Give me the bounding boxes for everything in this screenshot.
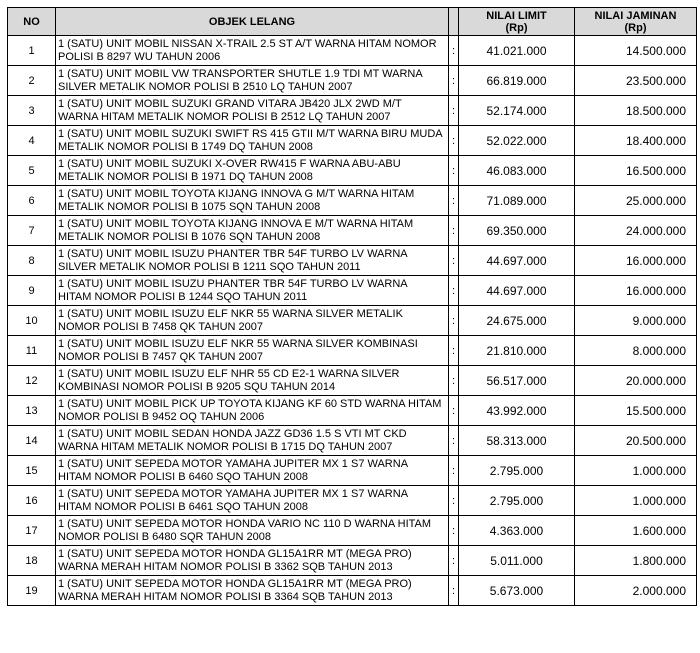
- row-object-line1: 1 (SATU) UNIT SEPEDA MOTOR HONDA GL15A1RR MT (MEGA PRO): [58, 577, 412, 590]
- row-number: 8: [8, 246, 56, 276]
- row-object-line1: 1 (SATU) UNIT SEPEDA MOTOR HONDA GL15A1RR MT (MEGA PRO): [58, 547, 412, 560]
- row-jaminan: 1.000.000: [575, 486, 697, 516]
- row-object-line1: 1 (SATU) UNIT MOBIL TOYOTA KIJANG INNOVA E M/T WARNA HITAM: [58, 217, 414, 230]
- auction-table: [7, 7, 697, 606]
- row-number: 6: [8, 186, 56, 216]
- row-object-line2: HITAM NOMOR POLISI B 6460 SQO TAHUN 2008: [58, 470, 309, 483]
- row-object-line1: 1 (SATU) UNIT MOBIL SUZUKI X-OVER RW415 F WARNA ABU-ABU: [58, 157, 401, 170]
- table-row: [8, 456, 697, 486]
- row-object: [56, 366, 449, 396]
- row-jaminan: 9.000.000: [575, 306, 697, 336]
- row-object-line1: 1 (SATU) UNIT SEPEDA MOTOR HONDA VARIO NC 110 D WARNA HITAM: [58, 517, 432, 530]
- table-header: [8, 8, 697, 36]
- row-limit: 58.313.000: [459, 426, 575, 456]
- row-object-line1: 1 (SATU) UNIT SEPEDA MOTOR YAMAHA JUPITER MX 1 S7 WARNA: [58, 457, 409, 470]
- row-limit: 21.810.000: [459, 336, 575, 366]
- header-limit-label: NILAI LIMIT: [486, 9, 547, 22]
- row-object: [56, 456, 449, 486]
- row-separator: :: [449, 486, 459, 516]
- row-object-line1: 1 (SATU) UNIT MOBIL VW TRANSPORTER SHUTLE 1.9 TDI MT WARNA: [58, 67, 423, 80]
- row-separator: :: [449, 546, 459, 576]
- row-separator: :: [449, 336, 459, 366]
- row-object-line1: 1 (SATU) UNIT MOBIL ISUZU PHANTER TBR 54F TURBO LV WARNA: [58, 247, 408, 260]
- row-jaminan: 20.500.000: [575, 426, 697, 456]
- row-object: [56, 396, 449, 426]
- table-row: [8, 36, 697, 66]
- row-jaminan: 24.000.000: [575, 216, 697, 246]
- row-separator: :: [449, 306, 459, 336]
- row-jaminan: 23.500.000: [575, 66, 697, 96]
- row-object: [56, 186, 449, 216]
- row-object-line2: WARNA MERAH HITAM NOMOR POLISI B 3364 SQB TAHUN 2013: [58, 590, 393, 603]
- row-limit: 4.363.000: [459, 516, 575, 546]
- table-row: [8, 396, 697, 426]
- row-jaminan: 25.000.000: [575, 186, 697, 216]
- row-object: [56, 516, 449, 546]
- row-limit: 66.819.000: [459, 66, 575, 96]
- row-number: 16: [8, 486, 56, 516]
- table-row: [8, 516, 697, 546]
- row-object: [56, 306, 449, 336]
- row-jaminan: 1.600.000: [575, 516, 697, 546]
- table-row: [8, 576, 697, 606]
- row-limit: 41.021.000: [459, 36, 575, 66]
- row-limit: 44.697.000: [459, 246, 575, 276]
- table-row: [8, 126, 697, 156]
- row-number: 9: [8, 276, 56, 306]
- row-object: [56, 246, 449, 276]
- row-separator: :: [449, 216, 459, 246]
- row-separator: :: [449, 576, 459, 606]
- row-object-line2: METALIK NOMOR POLISI B 1971 DQ TAHUN 2008: [58, 170, 313, 183]
- row-number: 14: [8, 426, 56, 456]
- table-row: [8, 306, 697, 336]
- row-object-line2: SILVER METALIK NOMOR POLISI B 2510 LQ TAHUN 2007: [58, 80, 353, 93]
- row-object-line2: POLISI B 8297 WU TAHUN 2006: [58, 50, 221, 63]
- row-number: 2: [8, 66, 56, 96]
- header-limit: [459, 8, 575, 36]
- row-limit: 24.675.000: [459, 306, 575, 336]
- table-row: [8, 216, 697, 246]
- row-separator: :: [449, 66, 459, 96]
- row-separator: :: [449, 186, 459, 216]
- row-number: 4: [8, 126, 56, 156]
- row-jaminan: 20.000.000: [575, 366, 697, 396]
- table-row: [8, 246, 697, 276]
- row-jaminan: 1.800.000: [575, 546, 697, 576]
- row-object: [56, 276, 449, 306]
- row-object-line2: KOMBINASI NOMOR POLISI B 9205 SQU TAHUN 2014: [58, 380, 336, 393]
- row-jaminan: 18.500.000: [575, 96, 697, 126]
- row-separator: :: [449, 156, 459, 186]
- row-object: [56, 66, 449, 96]
- row-number: 5: [8, 156, 56, 186]
- row-object-line2: NOMOR POLISI B 7458 QK TAHUN 2007: [58, 320, 264, 333]
- row-number: 3: [8, 96, 56, 126]
- header-row: [8, 8, 697, 36]
- row-object-line2: HITAM NOMOR POLISI B 6461 SQO TAHUN 2008: [58, 500, 309, 513]
- row-number: 10: [8, 306, 56, 336]
- row-separator: :: [449, 426, 459, 456]
- row-number: 11: [8, 336, 56, 366]
- header-no: NO: [8, 8, 56, 36]
- row-number: 17: [8, 516, 56, 546]
- row-object-line1: 1 (SATU) UNIT MOBIL PICK UP TOYOTA KIJANG KF 60 STD WARNA HITAM: [58, 397, 442, 410]
- row-jaminan: 16.000.000: [575, 276, 697, 306]
- row-object: [56, 216, 449, 246]
- row-object-line1: 1 (SATU) UNIT MOBIL ISUZU PHANTER TBR 54F TURBO LV WARNA: [58, 277, 408, 290]
- row-limit: 5.011.000: [459, 546, 575, 576]
- table-row: [8, 366, 697, 396]
- row-jaminan: 18.400.000: [575, 126, 697, 156]
- row-limit: 43.992.000: [459, 396, 575, 426]
- row-separator: :: [449, 126, 459, 156]
- row-object-line2: METALIK NOMOR POLISI B 1075 SQN TAHUN 2008: [58, 200, 321, 213]
- row-jaminan: 16.500.000: [575, 156, 697, 186]
- table-row: [8, 486, 697, 516]
- row-limit: 46.083.000: [459, 156, 575, 186]
- row-object-line2: NOMOR POLISI B 9452 OQ TAHUN 2006: [58, 410, 265, 423]
- row-object-line1: 1 (SATU) UNIT MOBIL TOYOTA KIJANG INNOVA G M/T WARNA HITAM: [58, 187, 415, 200]
- row-object-line2: SILVER METALIK NOMOR POLISI B 1211 SQO TAHUN 2011: [58, 260, 361, 273]
- row-object-line1: 1 (SATU) UNIT MOBIL ISUZU ELF NKR 55 WARNA SILVER METALIK: [58, 307, 403, 320]
- row-limit: 52.022.000: [459, 126, 575, 156]
- row-object-line2: WARNA HITAM METALIK NOMOR POLISI B 2512 LQ TAHUN 2007: [58, 110, 391, 123]
- row-separator: :: [449, 516, 459, 546]
- row-separator: :: [449, 396, 459, 426]
- row-jaminan: 8.000.000: [575, 336, 697, 366]
- row-object-line2: HITAM NOMOR POLISI B 1244 SQO TAHUN 2011: [58, 290, 308, 303]
- row-jaminan: 1.000.000: [575, 456, 697, 486]
- row-limit: 5.673.000: [459, 576, 575, 606]
- row-separator: :: [449, 366, 459, 396]
- row-jaminan: 16.000.000: [575, 246, 697, 276]
- row-object-line1: 1 (SATU) UNIT MOBIL ISUZU ELF NHR 55 CD E2-1 WARNA SILVER: [58, 367, 400, 380]
- row-object-line1: 1 (SATU) UNIT MOBIL SEDAN HONDA JAZZ GD36 1.5 S VTI MT CKD: [58, 427, 407, 440]
- row-jaminan: 15.500.000: [575, 396, 697, 426]
- table-row: [8, 186, 697, 216]
- table-row: [8, 336, 697, 366]
- row-separator: :: [449, 36, 459, 66]
- row-jaminan: 2.000.000: [575, 576, 697, 606]
- row-object: [56, 576, 449, 606]
- row-number: 13: [8, 396, 56, 426]
- row-object: [56, 546, 449, 576]
- header-objek: OBJEK LELANG: [56, 8, 449, 36]
- row-object-line2: WARNA MERAH HITAM NOMOR POLISI B 3362 SQB TAHUN 2013: [58, 560, 393, 573]
- row-object: [56, 126, 449, 156]
- table-row: [8, 426, 697, 456]
- row-object-line1: 1 (SATU) UNIT SEPEDA MOTOR YAMAHA JUPITER MX 1 S7 WARNA: [58, 487, 409, 500]
- header-jaminan-unit: (Rp): [624, 21, 647, 34]
- header-spacer: [449, 8, 459, 36]
- row-object: [56, 336, 449, 366]
- row-object-line2: NOMOR POLISI B 7457 QK TAHUN 2007: [58, 350, 264, 363]
- row-number: 19: [8, 576, 56, 606]
- row-limit: 69.350.000: [459, 216, 575, 246]
- row-object-line1: 1 (SATU) UNIT MOBIL SUZUKI SWIFT RS 415 GTII M/T WARNA BIRU MUDA: [58, 127, 443, 140]
- row-separator: :: [449, 276, 459, 306]
- row-object-line2: NOMOR POLISI B 6480 SQR TAHUN 2008: [58, 530, 271, 543]
- table-row: [8, 96, 697, 126]
- header-jaminan-label: NILAI JAMINAN: [594, 9, 677, 22]
- table-row: [8, 276, 697, 306]
- row-number: 12: [8, 366, 56, 396]
- row-object-line1: 1 (SATU) UNIT MOBIL ISUZU ELF NKR 55 WARNA SILVER KOMBINASI: [58, 337, 418, 350]
- row-object: [56, 36, 449, 66]
- row-object: [56, 156, 449, 186]
- row-object: [56, 486, 449, 516]
- row-limit: 56.517.000: [459, 366, 575, 396]
- row-object-line1: 1 (SATU) UNIT MOBIL NISSAN X-TRAIL 2.5 ST A/T WARNA HITAM NOMOR: [58, 37, 437, 50]
- table-row: [8, 66, 697, 96]
- table-row: [8, 546, 697, 576]
- row-object-line2: METALIK NOMOR POLISI B 1749 DQ TAHUN 2008: [58, 140, 313, 153]
- row-object-line1: 1 (SATU) UNIT MOBIL SUZUKI GRAND VITARA JB420 JLX 2WD M/T: [58, 97, 402, 110]
- row-separator: :: [449, 456, 459, 486]
- header-limit-unit: (Rp): [505, 21, 528, 34]
- row-object-line2: WARNA HITAM METALIK NOMOR POLISI B 1715 DQ TAHUN 2007: [58, 440, 393, 453]
- row-separator: :: [449, 96, 459, 126]
- row-limit: 2.795.000: [459, 456, 575, 486]
- row-object: [56, 426, 449, 456]
- row-limit: 71.089.000: [459, 186, 575, 216]
- row-limit: 44.697.000: [459, 276, 575, 306]
- row-number: 7: [8, 216, 56, 246]
- row-separator: :: [449, 246, 459, 276]
- row-number: 18: [8, 546, 56, 576]
- table-body: [8, 36, 697, 606]
- table-row: [8, 156, 697, 186]
- row-jaminan: 14.500.000: [575, 36, 697, 66]
- row-number: 15: [8, 456, 56, 486]
- row-number: 1: [8, 36, 56, 66]
- row-object: [56, 96, 449, 126]
- row-object-line2: METALIK NOMOR POLISI B 1076 SQN TAHUN 2008: [58, 230, 321, 243]
- row-limit: 2.795.000: [459, 486, 575, 516]
- header-jaminan: [575, 8, 697, 36]
- row-limit: 52.174.000: [459, 96, 575, 126]
